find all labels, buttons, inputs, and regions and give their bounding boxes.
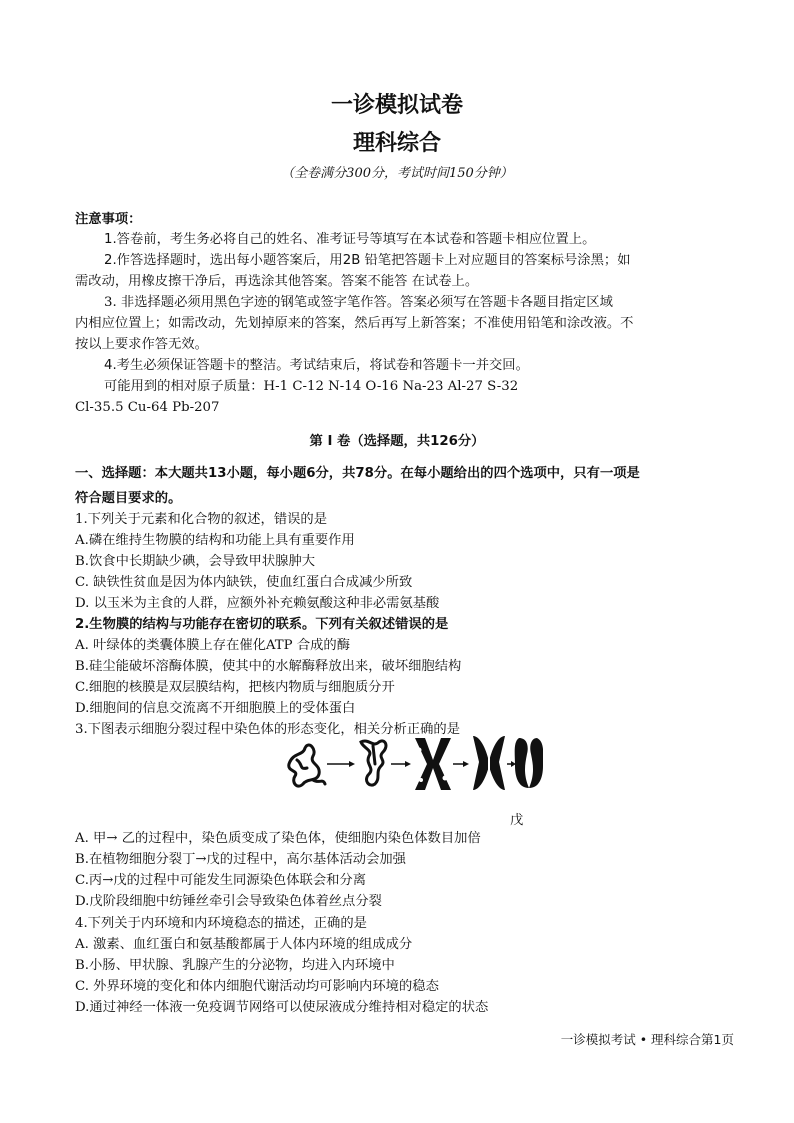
question-3-option-b: B.在植物细胞分裂丁→戊的过程中，高尔基体活动会加强 bbox=[75, 852, 406, 867]
chromosome-stage-3 bbox=[415, 738, 451, 790]
atomic-mass-line-2: Cl-35.5 Cu-64 Pb-207 bbox=[75, 400, 220, 415]
chromatin-stage-2 bbox=[361, 741, 386, 785]
question-2-stem: 2.生物膜的结构与功能存在密切的联系。下列有关叙述错误的是 bbox=[75, 617, 449, 632]
question-4-option-a: A. 激素、血红蛋白和氨基酸都属于人体内环境的组成成分 bbox=[75, 937, 413, 952]
chromosome-stage-4 bbox=[473, 736, 505, 790]
chromatin-stage-1 bbox=[289, 745, 325, 786]
question-2-option-a: A. 叶绿体的类囊体膜上存在催化ATP 合成的酶 bbox=[75, 638, 351, 653]
notes-item-4: 4.考生必须保证答题卡的整洁。考试结束后，将试卷和答题卡一并交回。 bbox=[104, 358, 529, 373]
question-1-stem: 1.下列关于元素和化合物的叙述，错误的是 bbox=[75, 512, 328, 527]
page-footer: 一诊模拟考试 • 理科综合第1页 bbox=[560, 1032, 734, 1047]
notes-item-1: 1.答卷前，考生务必将自己的姓名、准考证号等填写在本试卷和答题卡相应位置上。 bbox=[104, 232, 596, 247]
question-3-option-c: C.丙→戊的过程中可能发生同源染色体联会和分离 bbox=[75, 873, 367, 888]
notes-item-3-line-1: 3. 非选择题必须用黑色字迹的钢笔或签字笔作答。答案必须写在答题卡各题目指定区域 bbox=[104, 295, 613, 310]
question-2-option-c: C.细胞的核膜是双层膜结构，把核内物质与细胞质分开 bbox=[75, 680, 395, 695]
notes-item-3-line-3: 按以上要求作答无效。 bbox=[75, 337, 208, 352]
page-subtitle: 理科综合 bbox=[352, 131, 441, 156]
atomic-mass-line-1: 可能用到的相对原子质量：H-1 C-12 N-14 O-16 Na-23 Al-27 S-32 bbox=[104, 379, 519, 394]
question-4-option-c: C. 外界环境的变化和体内细胞代谢活动均可影响内环境的稳态 bbox=[75, 979, 439, 994]
question-4-stem: 4.下列关于内环境和内环境稳态的描述，正确的是 bbox=[75, 916, 367, 931]
question-4-option-d: D.通过神经一体液一免疫调节网络可以使尿液成分维持相对稳定的状态 bbox=[75, 1000, 489, 1015]
notes-item-3-line-2: 内相应位置上；如需改动，先划掉原来的答案，然后再写上新答案；不准使用铅笔和涂改液。不 bbox=[75, 316, 634, 331]
question-1-option-d: D. 以玉米为主食的人群，应额外补充赖氨酸这种非必需氨基酸 bbox=[75, 596, 440, 611]
question-1-option-a: A.磷在维持生物膜的结构和功能上具有重要作用 bbox=[75, 533, 355, 548]
question-3-stem: 3.下图表示细胞分裂过程中染色体的形态变化，相关分析正确的是 bbox=[75, 722, 460, 737]
question-2-option-b: B.硅尘能破坏溶酶体膜，使其中的水解酶释放出来，破坏细胞结构 bbox=[75, 659, 462, 674]
chromosome-stage-5 bbox=[515, 738, 543, 788]
notes-heading: 注意事项： bbox=[75, 212, 142, 227]
notes-item-2-line-2: 需改动，用橡皮擦干净后，再选涂其他答案。答案不能答 在试卷上。 bbox=[75, 274, 479, 289]
section-title: 第 Ⅰ 卷（选择题，共126分） bbox=[309, 434, 485, 449]
question-1-option-b: B.饮食中长期缺少碘，会导致甲状腺肿大 bbox=[75, 554, 316, 569]
part-1-instructions-line-1: 一、选择题：本大题共13小题，每小题6分，共78分。在每小题给出的四个选项中，只有一项是 bbox=[75, 466, 640, 481]
figure-label-wu: 戊 bbox=[510, 813, 524, 828]
question-3-option-a: A. 甲→ 乙的过程中，染色质变成了染色体，使细胞内染色体数目加倍 bbox=[75, 831, 481, 846]
question-2-option-d: D.细胞间的信息交流离不开细胞膜上的受体蛋白 bbox=[75, 701, 356, 716]
question-1-option-c: C. 缺铁性贫血是因为体内缺铁，使血红蛋白合成减少所致 bbox=[75, 575, 413, 590]
chromosome-figure bbox=[283, 734, 543, 792]
exam-info: （全卷满分300分，考试时间150分钟） bbox=[281, 166, 513, 181]
question-4-option-b: B.小肠、甲状腺、乳腺产生的分泌物，均进入内环境中 bbox=[75, 958, 395, 973]
page-title: 一诊模拟试卷 bbox=[330, 93, 463, 118]
notes-item-2-line-1: 2.作答选择题时，选出每小题答案后，用2B 铅笔把答题卡上对应题目的答案标号涂黑；如 bbox=[104, 253, 631, 268]
question-3-option-d: D.戊阶段细胞中纺锤丝牵引会导致染色体着丝点分裂 bbox=[75, 894, 382, 909]
part-1-instructions-line-2: 符合题目要求的。 bbox=[75, 491, 182, 506]
